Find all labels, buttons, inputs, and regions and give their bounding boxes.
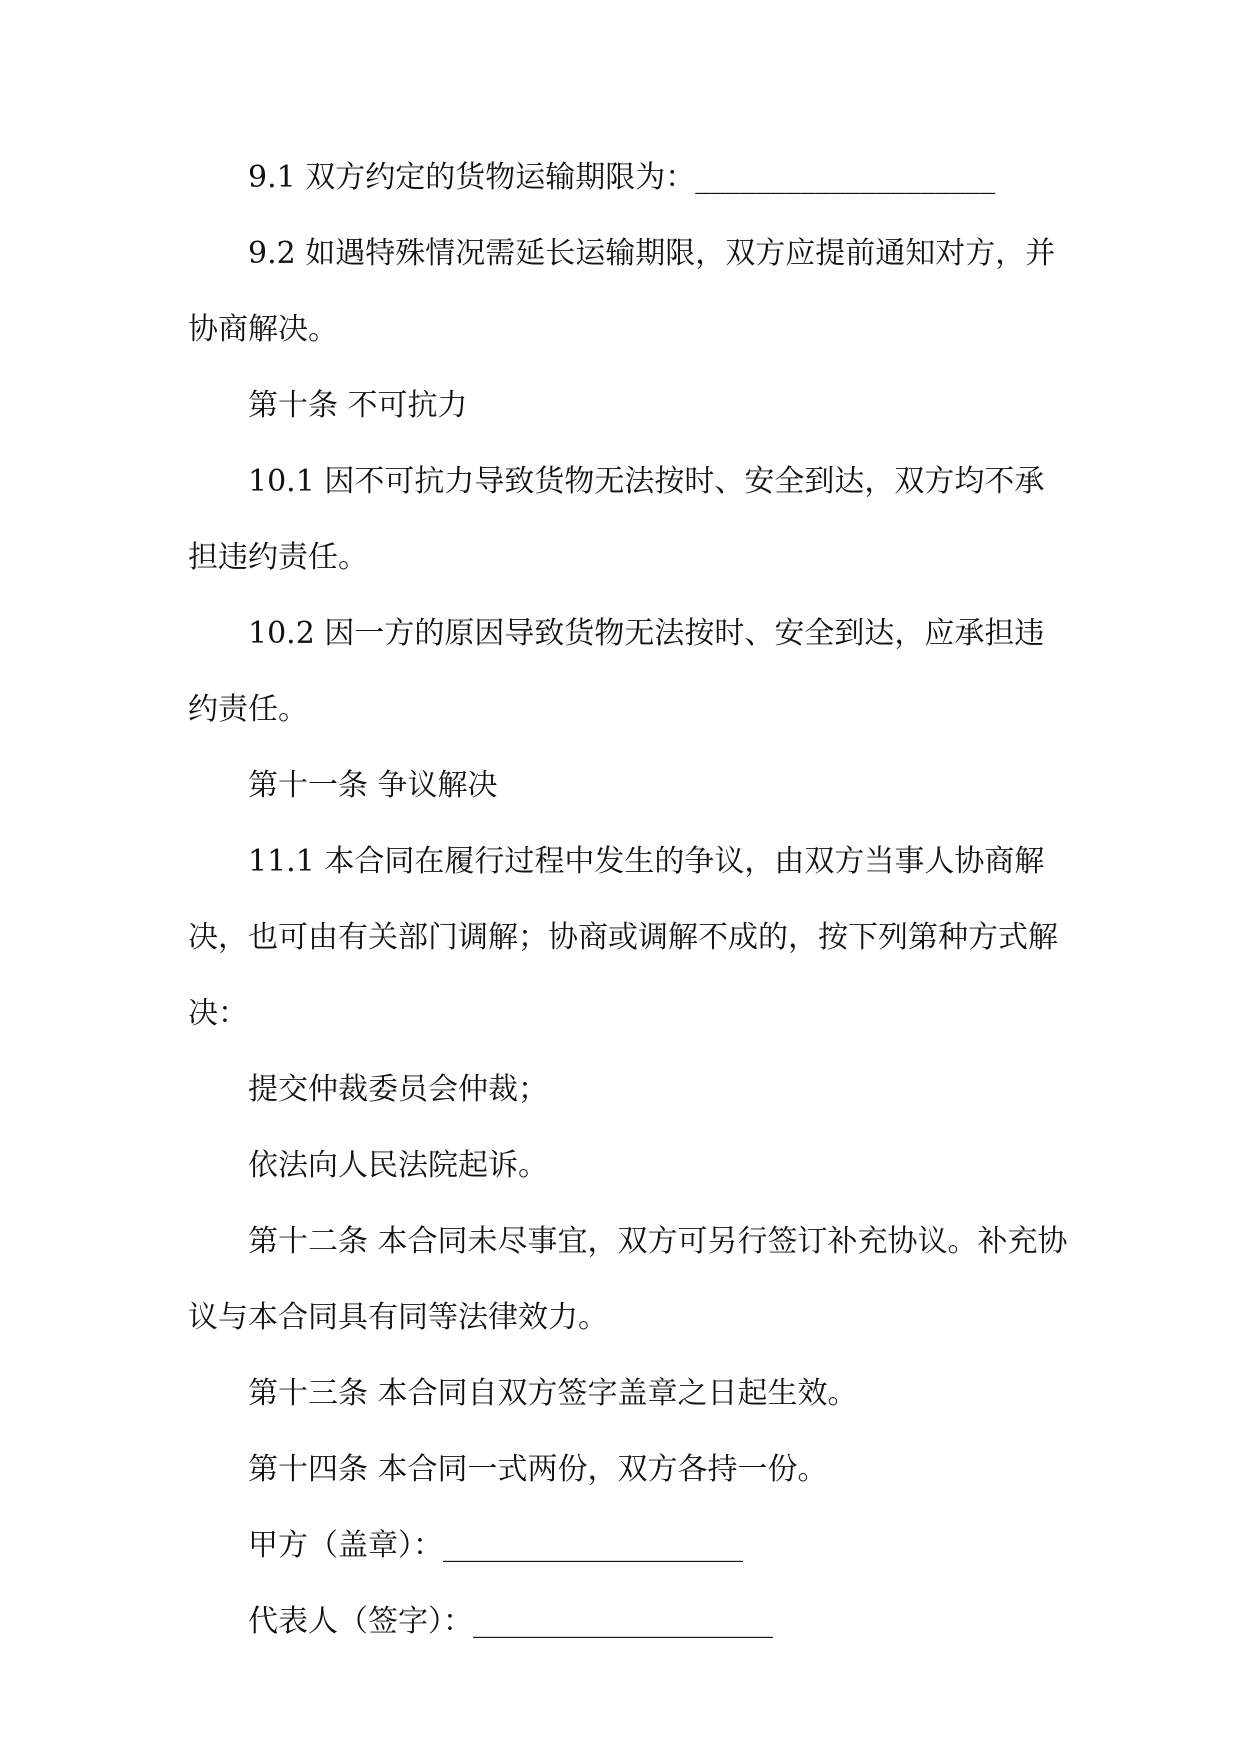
document-body — [188, 140, 1068, 1660]
clause-10-2-liability: 10.2 因一方的原因导致货物无法按时、安全到达，应承担违约责任。 — [188, 616, 1045, 727]
article-14-copies: 第十四条 本合同一式两份，双方各持一份。 — [248, 1452, 828, 1487]
representative-signature-line: 代表人（签字）：____________________ — [248, 1604, 773, 1639]
clause-9-1-transport-period: 9.1 双方约定的货物运输期限为：____________________ — [248, 160, 996, 195]
article-11-heading: 第十一条 争议解决 — [248, 768, 498, 803]
party-a-seal-line: 甲方（盖章）：____________________ — [248, 1528, 743, 1563]
article-12-supplement: 第十二条 本合同未尽事宜，双方可另行签订补充协议。补充协议与本合同具有同等法律效力。 — [188, 1224, 1068, 1335]
clause-10-1-force-majeure: 10.1 因不可抗力导致货物无法按时、安全到达，双方均不承担违约责任。 — [188, 464, 1045, 575]
clause-11-1-dispute: 11.1 本合同在履行过程中发生的争议，由双方当事人协商解决，也可由有关部门调解；协商或调解不成的，按下列第种方式解决： — [188, 844, 1058, 1031]
dispute-option-court: 依法向人民法院起诉。 — [248, 1148, 548, 1183]
article-10-heading: 第十条 不可抗力 — [248, 388, 468, 423]
article-13-effective: 第十三条 本合同自双方签字盖章之日起生效。 — [248, 1376, 858, 1411]
dispute-option-arbitration: 提交仲裁委员会仲裁； — [248, 1072, 548, 1107]
clause-9-2-extension: 9.2 如遇特殊情况需延长运输期限，双方应提前通知对方，并协商解决。 — [188, 236, 1056, 347]
